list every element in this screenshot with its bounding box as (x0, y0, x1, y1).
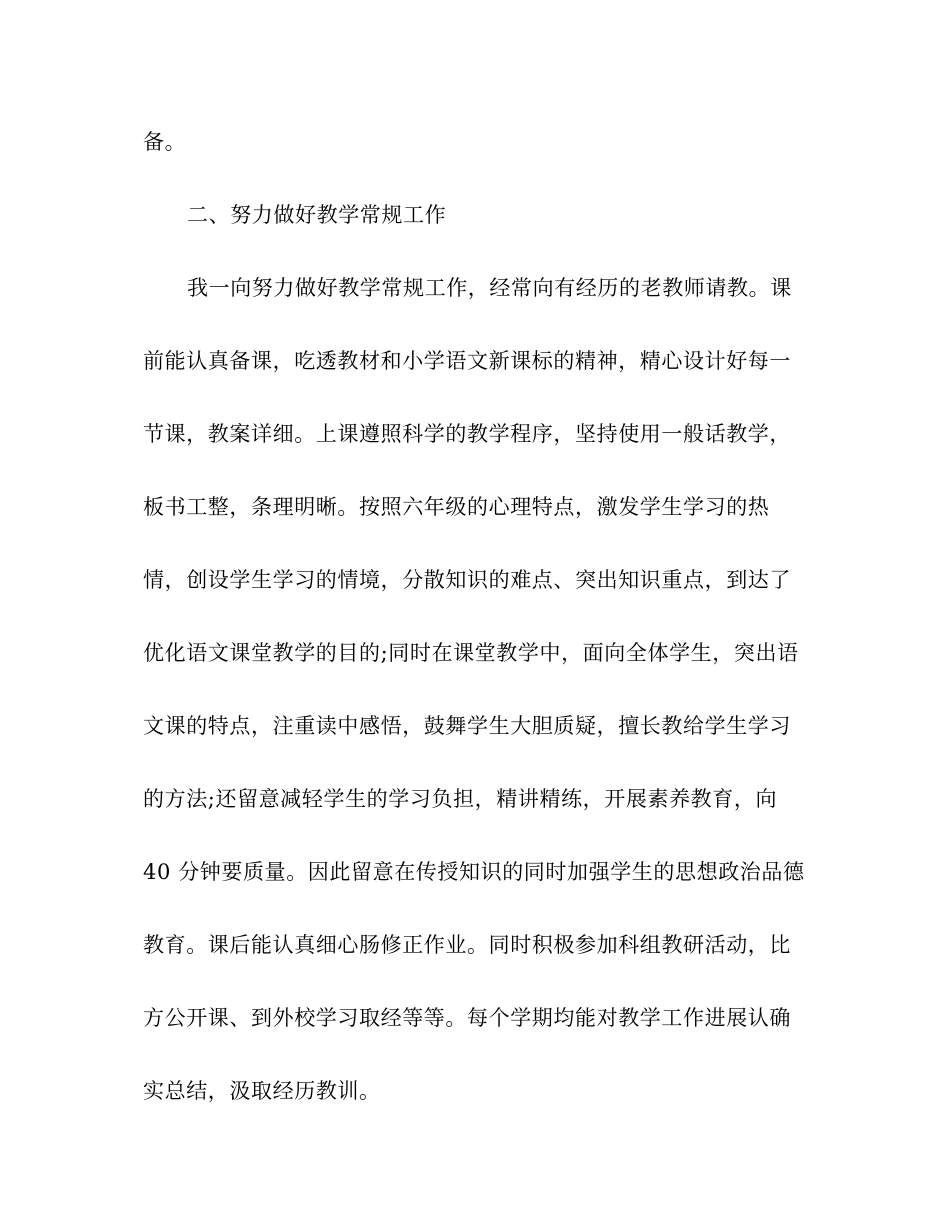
paragraph-line: 文课的特点，注重读中感悟，鼓舞学生大胆质疑，擅长教给学生学习 (143, 714, 791, 738)
paragraph-line: 情，创设学生学习的情境，分散知识的难点、突出知识重点，到达了 (143, 568, 791, 592)
paragraph-line: 节课，教案详细。上课遵照科学的教学程序，坚持使用一般话教学， (143, 422, 791, 446)
paragraph-line: 的方法;还留意减轻学生的学习负担，精讲精练，开展素养教育，向 (143, 787, 778, 811)
paragraph-line: 实总结，汲取经历教训。 (143, 1079, 381, 1103)
paragraph-line: 我一向努力做好教学常规工作，经常向有经历的老教师请教。课 (187, 276, 792, 300)
paragraph-line: 40 分钟要质量。因此留意在传授知识的同时加强学生的思想政治品德 (143, 860, 805, 884)
paragraph-line: 教育。课后能认真细心肠修正作业。同时积极参加科组教研活动，比 (143, 933, 791, 957)
paragraph-line: 板书工整，条理明晰。按照六年级的心理特点，激发学生学习的热 (143, 495, 770, 519)
paragraph-line: 方公开课、到外校学习取经等等。每个学期均能对教学工作进展认确 (143, 1006, 791, 1030)
text-line-continuation: 备。 (143, 130, 187, 154)
paragraph-line: 前能认真备课，吃透教材和小学语文新课标的精神，精心设计好每一 (143, 349, 791, 373)
paragraph-line: 优化语文课堂教学的目的;同时在课堂教学中，面向全体学生，突出语 (143, 641, 799, 665)
section-heading: 二、努力做好教学常规工作 (187, 203, 447, 227)
